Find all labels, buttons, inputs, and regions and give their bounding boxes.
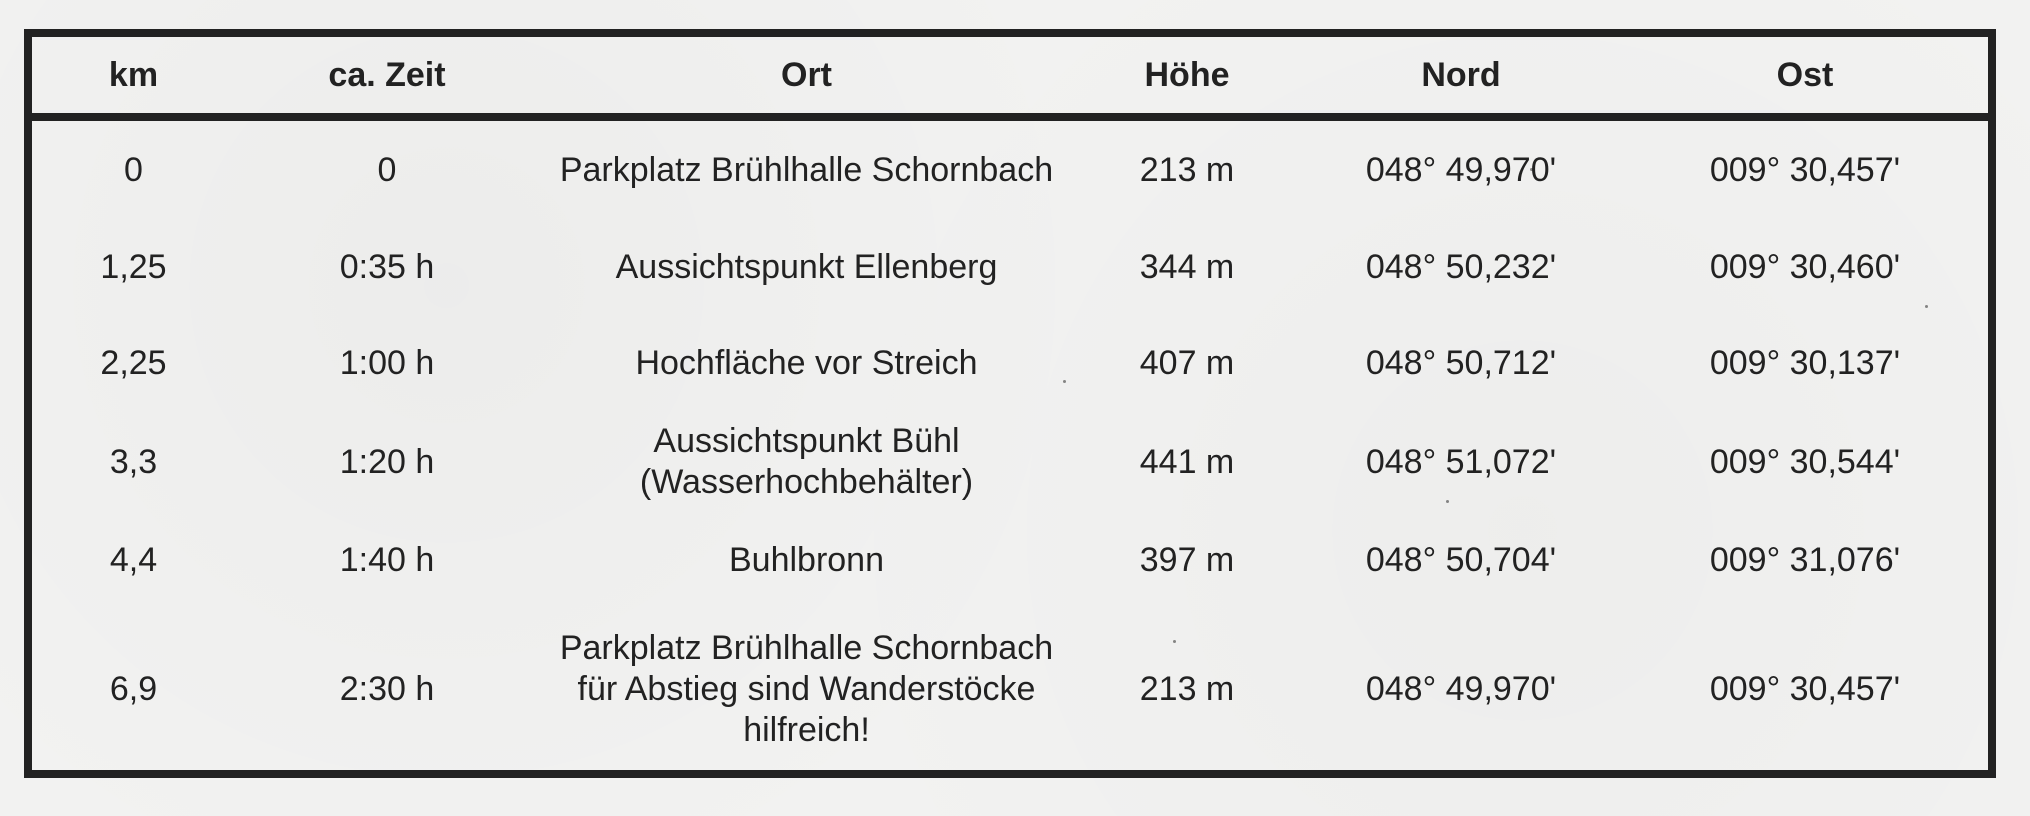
cell-time: 1:40 h	[339, 540, 435, 579]
header-east: Ost	[1776, 55, 1834, 94]
cell-east: 009° 31,076'	[1709, 540, 1901, 579]
cell-location	[539, 411, 1074, 513]
cell-east: 009° 30,457'	[1709, 670, 1901, 708]
cell-east: 009° 30,457'	[1709, 150, 1901, 189]
table-header	[32, 37, 1988, 117]
route-table-frame	[24, 29, 1996, 778]
location-line: Aussichtspunkt Ellenberg	[615, 247, 998, 286]
header-row	[32, 37, 1988, 117]
location-line: Buhlbronn	[728, 540, 884, 579]
cell-time: 1:00 h	[339, 343, 435, 382]
location-line: Parkplatz Brühlhalle Schornbach	[559, 629, 1054, 667]
cell-km: 6,9	[109, 670, 158, 708]
location-line: Hochfläche vor Streich	[635, 343, 978, 382]
location-line: für Abstieg sind Wanderstöcke	[577, 670, 1036, 708]
cell-location	[539, 219, 1074, 315]
cell-north: 048° 50,712'	[1365, 343, 1557, 382]
cell-east: 009° 30,137'	[1709, 343, 1901, 382]
cell-altitude: 441 m	[1139, 442, 1235, 481]
cell-altitude: 213 m	[1139, 670, 1235, 708]
cell-location	[539, 607, 1074, 772]
table-row	[32, 513, 1988, 607]
cell-km: 3,3	[109, 442, 158, 481]
cell-time: 0	[377, 150, 397, 189]
cell-location	[539, 513, 1074, 607]
table-row	[32, 607, 1988, 772]
cell-km: 4,4	[109, 540, 158, 579]
cell-km: 1,25	[100, 247, 167, 286]
header-altitude: Höhe	[1144, 55, 1230, 94]
cell-time: 2:30 h	[339, 670, 435, 708]
table-row	[32, 315, 1988, 411]
cell-time: 0:35 h	[339, 247, 435, 286]
cell-east: 009° 30,460'	[1709, 247, 1901, 286]
cell-east: 009° 30,544'	[1709, 442, 1901, 481]
cell-north: 048° 50,704'	[1365, 540, 1557, 579]
header-location: Ort	[781, 55, 832, 94]
header-km: km	[108, 55, 159, 94]
cell-north: 048° 50,232'	[1365, 247, 1557, 286]
route-table	[32, 37, 1988, 772]
cell-north: 048° 51,072'	[1365, 442, 1557, 481]
table-row	[32, 117, 1988, 219]
header-north: Nord	[1421, 55, 1501, 94]
cell-altitude: 344 m	[1139, 247, 1235, 286]
cell-location	[539, 117, 1074, 219]
table-row	[32, 411, 1988, 513]
location-line: Aussichtspunkt Bühl	[653, 422, 960, 460]
cell-km: 2,25	[100, 343, 167, 382]
cell-north: 048° 49,970'	[1365, 150, 1557, 189]
location-line: (Wasserhochbehälter)	[639, 463, 974, 501]
location-line: hilfreich!	[743, 711, 870, 749]
cell-altitude: 397 m	[1139, 540, 1235, 579]
cell-km: 0	[124, 150, 143, 189]
cell-altitude: 213 m	[1139, 150, 1235, 189]
cell-location	[539, 315, 1074, 411]
table-row	[32, 219, 1988, 315]
location-line: Parkplatz Brühlhalle Schornbach	[559, 150, 1054, 189]
cell-altitude: 407 m	[1139, 343, 1235, 382]
header-time: ca. Zeit	[328, 55, 446, 94]
cell-north: 048° 49,970'	[1365, 670, 1557, 708]
cell-time: 1:20 h	[339, 442, 435, 481]
table-body	[32, 117, 1988, 772]
